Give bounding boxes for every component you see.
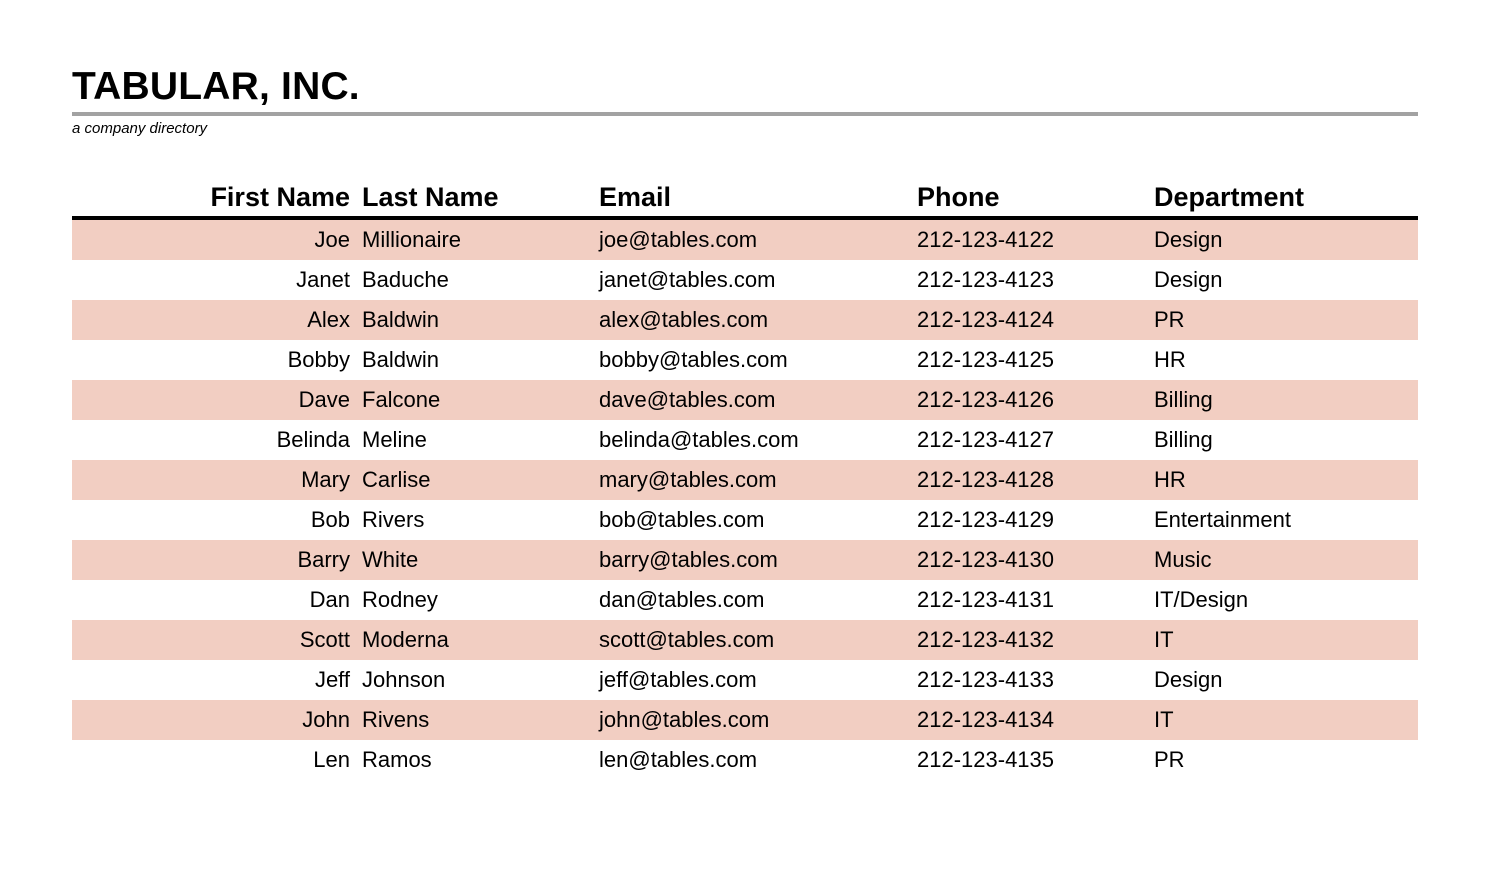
email-cell: john@tables.com xyxy=(599,700,917,740)
phone-cell: 212-123-4129 xyxy=(917,500,1154,540)
department-cell: Design xyxy=(1154,260,1418,300)
last-name-cell: Rivers xyxy=(362,500,599,540)
phone-cell: 212-123-4134 xyxy=(917,700,1154,740)
phone-cell: 212-123-4132 xyxy=(917,620,1154,660)
department-cell: Billing xyxy=(1154,380,1418,420)
table-row xyxy=(72,300,1418,340)
table-row xyxy=(72,340,1418,380)
column-header-email: Email xyxy=(599,179,917,218)
email-cell: joe@tables.com xyxy=(599,218,917,260)
directory-table xyxy=(72,179,1418,780)
department-cell: IT xyxy=(1154,700,1418,740)
department-cell: HR xyxy=(1154,460,1418,500)
last-name-cell: Baduche xyxy=(362,260,599,300)
phone-cell: 212-123-4131 xyxy=(917,580,1154,620)
last-name-cell: Carlise xyxy=(362,460,599,500)
email-cell: scott@tables.com xyxy=(599,620,917,660)
first-name-cell: John xyxy=(72,700,362,740)
last-name-cell: Millionaire xyxy=(362,218,599,260)
column-header-phone: Phone xyxy=(917,179,1154,218)
first-name-cell: Bob xyxy=(72,500,362,540)
table-row xyxy=(72,218,1418,260)
last-name-cell: Falcone xyxy=(362,380,599,420)
table-row xyxy=(72,540,1418,580)
first-name-cell: Bobby xyxy=(72,340,362,380)
first-name-cell: Joe xyxy=(72,218,362,260)
table-row xyxy=(72,260,1418,300)
first-name-cell: Dave xyxy=(72,380,362,420)
department-cell: PR xyxy=(1154,740,1418,780)
column-header-department: Department xyxy=(1154,179,1418,218)
email-cell: belinda@tables.com xyxy=(599,420,917,460)
email-cell: janet@tables.com xyxy=(599,260,917,300)
table-row xyxy=(72,660,1418,700)
email-cell: len@tables.com xyxy=(599,740,917,780)
table-row xyxy=(72,420,1418,460)
first-name-cell: Len xyxy=(72,740,362,780)
first-name-cell: Jeff xyxy=(72,660,362,700)
first-name-cell: Janet xyxy=(72,260,362,300)
last-name-cell: White xyxy=(362,540,599,580)
last-name-cell: Johnson xyxy=(362,660,599,700)
first-name-cell: Scott xyxy=(72,620,362,660)
table-row xyxy=(72,460,1418,500)
last-name-cell: Ramos xyxy=(362,740,599,780)
department-cell: IT xyxy=(1154,620,1418,660)
last-name-cell: Rivens xyxy=(362,700,599,740)
directory-table-body xyxy=(72,218,1418,780)
department-cell: Entertainment xyxy=(1154,500,1418,540)
last-name-cell: Meline xyxy=(362,420,599,460)
table-row xyxy=(72,380,1418,420)
last-name-cell: Baldwin xyxy=(362,340,599,380)
first-name-cell: Alex xyxy=(72,300,362,340)
email-cell: barry@tables.com xyxy=(599,540,917,580)
page-subtitle: a company directory xyxy=(72,120,208,137)
table-row xyxy=(72,700,1418,740)
first-name-cell: Mary xyxy=(72,460,362,500)
last-name-cell: Baldwin xyxy=(362,300,599,340)
phone-cell: 212-123-4127 xyxy=(917,420,1154,460)
phone-cell: 212-123-4126 xyxy=(917,380,1154,420)
company-title: TABULAR, INC. xyxy=(72,65,360,108)
table-row xyxy=(72,580,1418,620)
phone-cell: 212-123-4128 xyxy=(917,460,1154,500)
phone-cell: 212-123-4135 xyxy=(917,740,1154,780)
email-cell: dave@tables.com xyxy=(599,380,917,420)
phone-cell: 212-123-4130 xyxy=(917,540,1154,580)
phone-cell: 212-123-4123 xyxy=(917,260,1154,300)
department-cell: Design xyxy=(1154,218,1418,260)
table-row xyxy=(72,500,1418,540)
department-cell: HR xyxy=(1154,340,1418,380)
column-header-first-name: First Name xyxy=(72,179,362,218)
first-name-cell: Dan xyxy=(72,580,362,620)
last-name-cell: Moderna xyxy=(362,620,599,660)
email-cell: alex@tables.com xyxy=(599,300,917,340)
department-cell: Billing xyxy=(1154,420,1418,460)
phone-cell: 212-123-4124 xyxy=(917,300,1154,340)
department-cell: PR xyxy=(1154,300,1418,340)
email-cell: bob@tables.com xyxy=(599,500,917,540)
email-cell: dan@tables.com xyxy=(599,580,917,620)
column-header-last-name: Last Name xyxy=(362,179,599,218)
first-name-cell: Belinda xyxy=(72,420,362,460)
department-cell: Design xyxy=(1154,660,1418,700)
phone-cell: 212-123-4125 xyxy=(917,340,1154,380)
phone-cell: 212-123-4122 xyxy=(917,218,1154,260)
table-row xyxy=(72,620,1418,660)
department-cell: IT/Design xyxy=(1154,580,1418,620)
phone-cell: 212-123-4133 xyxy=(917,660,1154,700)
table-row xyxy=(72,740,1418,780)
email-cell: mary@tables.com xyxy=(599,460,917,500)
title-divider xyxy=(72,112,1418,116)
first-name-cell: Barry xyxy=(72,540,362,580)
last-name-cell: Rodney xyxy=(362,580,599,620)
department-cell: Music xyxy=(1154,540,1418,580)
directory-page xyxy=(72,62,1418,772)
email-cell: jeff@tables.com xyxy=(599,660,917,700)
email-cell: bobby@tables.com xyxy=(599,340,917,380)
table-header-row xyxy=(72,179,1418,218)
